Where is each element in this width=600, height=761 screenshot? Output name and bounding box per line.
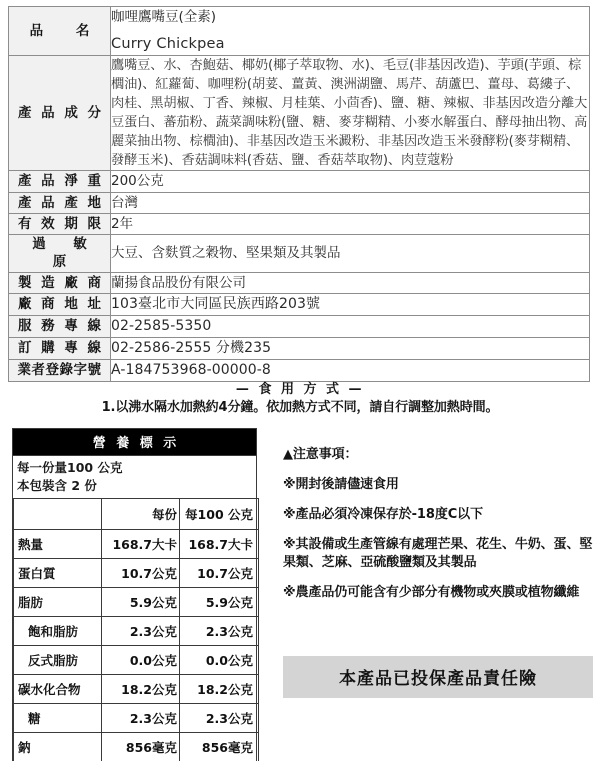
- spec-label-address: [9, 293, 111, 315]
- spec-label-net-weight: [9, 171, 111, 192]
- nutrition-name: 飽和脂肪: [14, 617, 102, 646]
- spec-label-manufacturer: [9, 272, 111, 293]
- nutrition-per-serving: 856毫克: [102, 733, 180, 761]
- table-row-origin: [9, 192, 590, 213]
- nutrition-table-body: [14, 499, 259, 761]
- nutrition-per-serving: 10.7公克: [102, 559, 180, 588]
- nutrition-table: [13, 498, 259, 761]
- nutrition-per-100g: 10.7公克: [180, 559, 259, 588]
- nutrition-row-trans-fat: [14, 646, 259, 675]
- nutrition-title: 營 養 標 示: [13, 429, 256, 455]
- product-name-en: Curry Chickpea: [111, 33, 589, 55]
- nutrition-name: 蛋白質: [14, 559, 102, 588]
- nutrition-name: 熱量: [14, 530, 102, 559]
- nutrition-per-100g: 5.9公克: [180, 588, 259, 617]
- table-row-address: [9, 293, 590, 315]
- spec-value-order-line: 02-2586-2555 分機235: [111, 337, 590, 359]
- spec-value-net-weight: 200公克: [111, 171, 590, 192]
- table-row-net-weight: [9, 171, 590, 192]
- spec-label-service-line: [9, 315, 111, 337]
- nutrition-per-serving: 2.3公克: [102, 704, 180, 733]
- nutrition-row-sodium: [14, 733, 259, 761]
- spec-label-allergen: [9, 235, 111, 272]
- table-row-order-line: [9, 337, 590, 359]
- nutrition-per-serving: 0.0公克: [102, 646, 180, 675]
- spec-label-text: 製 造 廠 商: [15, 274, 103, 292]
- nutrition-col-blank: [14, 499, 102, 530]
- nutrition-name: 碳水化合物: [14, 675, 102, 704]
- notes-section: [283, 446, 593, 614]
- nutrition-per-100g: 2.3公克: [180, 704, 259, 733]
- table-row-manufacturer: [9, 272, 590, 293]
- table-row-ingredients: [9, 56, 590, 171]
- nutrition-per-100g: 0.0公克: [180, 646, 259, 675]
- nutrition-row-calories: [14, 530, 259, 559]
- spec-label-product-name: [9, 7, 111, 56]
- spec-value-manufacturer: 蘭揚食品股份有限公司: [111, 272, 590, 293]
- spec-label-text: 業者登錄字號: [18, 361, 102, 379]
- note-item-storage: ※產品必須冷凍保存於-18度C以下: [283, 506, 593, 525]
- nutrition-name: 糖: [14, 704, 102, 733]
- nutrition-per-serving: 168.7大卡: [102, 530, 180, 559]
- spec-value-allergen: 大豆、含麩質之穀物、堅果類及其製品: [111, 235, 590, 272]
- nutrition-serving-info: [13, 455, 256, 498]
- nutrition-row-carbohydrate: [14, 675, 259, 704]
- spec-value-registration-no: A-184753968-00000-8: [111, 359, 590, 381]
- spec-label-text: 服 務 專 線: [15, 317, 103, 335]
- note-item-agricultural-matter: ※農產品仍可能含有少部分有機物或夾膜或植物纖維: [283, 584, 593, 603]
- spec-value-service-line: 02-2585-5350: [111, 315, 590, 337]
- table-row-allergen: [9, 235, 590, 272]
- table-row-product-name: [9, 7, 590, 56]
- nutrition-per-100g: 168.7大卡: [180, 530, 259, 559]
- nutrition-row-fat: [14, 588, 259, 617]
- spec-value-address: 103臺北市大同區民族西路203號: [111, 293, 590, 315]
- nutrition-per-100g: 856毫克: [180, 733, 259, 761]
- nutrition-column-header-row: [14, 499, 259, 530]
- spec-label-text: 產 品 產 地: [15, 194, 103, 212]
- nutrition-per-serving: 5.9公克: [102, 588, 180, 617]
- nutrition-row-sugar: [14, 704, 259, 733]
- nutrition-col-per-100g: 每100 公克: [180, 499, 259, 530]
- spec-table-body: [9, 7, 590, 382]
- spec-value-shelf-life: 2年: [111, 213, 590, 234]
- spec-label-text: 過 敏 原: [9, 235, 110, 271]
- spec-label-ingredients: [9, 56, 111, 171]
- nutrition-per-100g: 2.3公克: [180, 617, 259, 646]
- spec-label-shelf-life: [9, 213, 111, 234]
- nutrition-serving-size: 每一份量100 公克: [17, 459, 256, 477]
- table-row-shelf-life: [9, 213, 590, 234]
- product-spec-table: [8, 6, 590, 382]
- nutrition-servings-per-pack: 本包裝含 2 份: [17, 477, 256, 495]
- nutrition-per-100g: 18.2公克: [180, 675, 259, 704]
- spec-label-text: 訂 購 專 線: [15, 339, 103, 357]
- spec-value-ingredients: 鷹嘴豆、水、杏鮑菇、椰奶(椰子萃取物、水)、毛豆(非基因改造)、芋頭(芋頭、棕櫚油)、紅蘿蔔、咖哩粉(胡荽、薑黃、澳洲湖鹽、馬芹、葫蘆巴、薑母、葛縷子、肉桂、黑胡椒、丁香、辣椒、月桂葉、小茴香)、鹽、糖、辣椒、非基因改造分離大豆蛋白、蕃茄粉、蔬菜調味粉(鹽、糖、麥芽糊精、小麥水解蛋白、酵母抽出物、高麗菜抽出物、棕櫚油)、非基因改造玉米澱粉、非基因改造玉米發酵粉(麥芽糊精、發酵玉米)、香菇調味料(香菇、鹽、香菇萃取物)、肉荳蔻粉: [111, 56, 590, 171]
- nutrition-per-serving: 2.3公克: [102, 617, 180, 646]
- nutrition-row-saturated-fat: [14, 617, 259, 646]
- usage-step-1: 1.以沸水隔水加熱約4分鐘。依加熱方式不同，請自行調整加熱時間。: [0, 396, 600, 415]
- nutrition-row-protein: [14, 559, 259, 588]
- spec-label-text: 產 品 成 分: [15, 104, 103, 122]
- nutrition-name: 反式脂肪: [14, 646, 102, 675]
- nutrition-name: 脂肪: [14, 588, 102, 617]
- product-name-zh: 咖哩鷹嘴豆(全素): [111, 7, 589, 28]
- spec-value-product-name: [111, 7, 590, 56]
- nutrition-name: 鈉: [14, 733, 102, 761]
- spec-label-order-line: [9, 337, 111, 359]
- notes-heading: ▲注意事項：: [283, 446, 593, 465]
- spec-label-text: 品 名: [16, 22, 104, 40]
- product-liability-insurance-banner: 本產品已投保產品責任險: [283, 656, 593, 698]
- usage-section-title: — 食 用 方 式 —: [0, 378, 600, 397]
- note-item-shared-line-allergens: ※其設備或生產管線有處理芒果、花生、牛奶、蛋、堅果類、芝麻、亞硫酸鹽類及其製品: [283, 536, 593, 574]
- nutrition-col-per-serving: 每份: [102, 499, 180, 530]
- spec-label-origin: [9, 192, 111, 213]
- spec-label-text: 有 效 期 限: [15, 215, 103, 233]
- spec-value-origin: 台灣: [111, 192, 590, 213]
- note-item-consume-quickly: ※開封後請儘速食用: [283, 476, 593, 495]
- spec-label-text: 產 品 淨 重: [15, 172, 103, 190]
- table-row-service-line: [9, 315, 590, 337]
- spec-label-text: 廠 商 地 址: [15, 295, 103, 313]
- nutrition-per-serving: 18.2公克: [102, 675, 180, 704]
- nutrition-facts-panel: [12, 428, 257, 761]
